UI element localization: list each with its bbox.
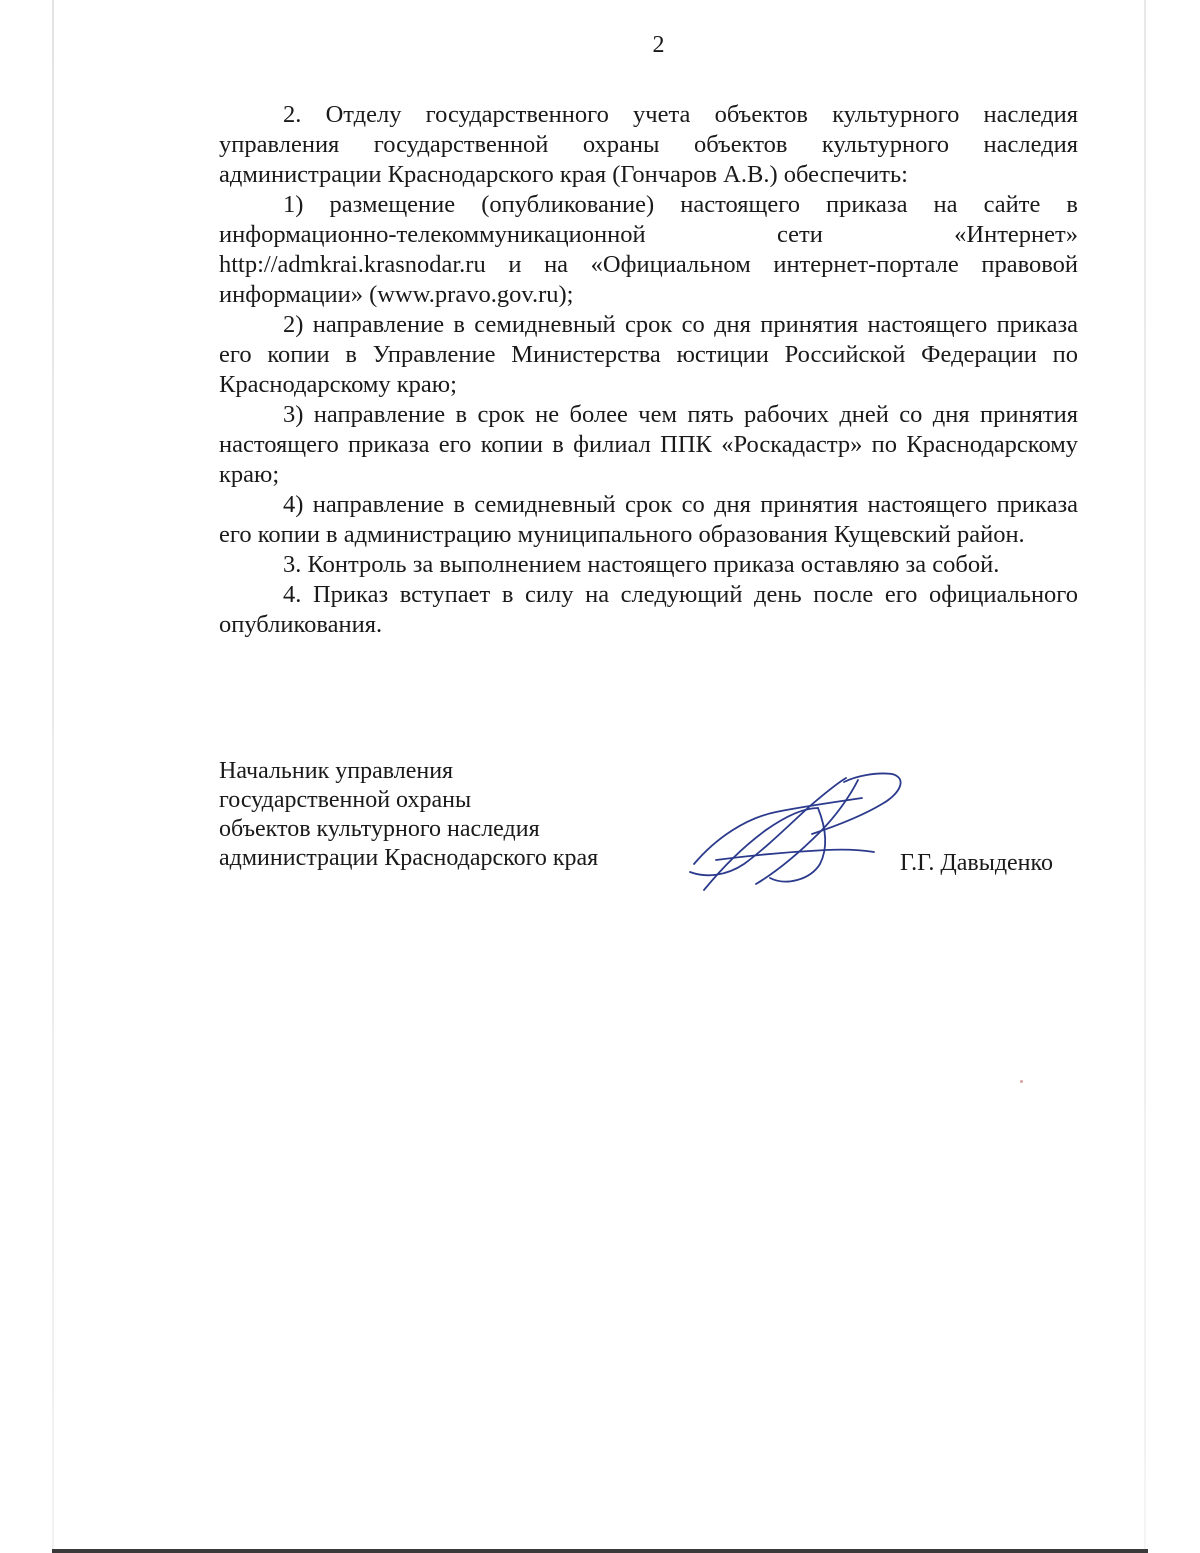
signatory-position (219, 757, 598, 873)
document-body (219, 100, 1078, 640)
paragraph-subitem-4: 4) направление в семидневный срок со дня принятия настоящего приказа его копии в администрацию муниципального образования Кущевский район. (219, 491, 1078, 548)
position-line: Начальник управления (219, 758, 454, 784)
handwritten-signature (686, 768, 912, 896)
paragraph-item-2: 2. Отделу государственного учета объектов культурного наследия управления государственной охраны объектов культурного наследия администрации Краснодарского края (Гончаров А.В.) обеспечить: (219, 101, 1078, 188)
scan-edge-bottom (52, 1549, 1148, 1553)
page-number: 2 (652, 32, 665, 58)
paragraph-item-3: 3. Контроль за выполнением настоящего приказа оставляю за собой. (283, 551, 1000, 578)
signer-name: Г.Г. Давыденко (900, 850, 1053, 876)
paragraph-item-4: 4. Приказ вступает в силу на следующий день после его официального опубликования. (219, 581, 1078, 638)
position-line: администрации Краснодарского края (219, 845, 599, 871)
paragraph-subitem-2: 2) направление в семидневный срок со дня принятия настоящего приказа его копии в Управление Министерства юстиции Российской Федерации по Краснодарскому краю; (219, 311, 1078, 398)
paragraph-subitem-3: 3) направление в срок не более чем пять рабочих дней со дня принятия настоящего приказа его копии в филиал ППК «Роскадастр» по Краснодарскому краю; (219, 401, 1078, 488)
scan-edge-left (52, 0, 54, 1553)
scan-speck (1020, 1080, 1023, 1083)
position-line: государственной охраны (219, 787, 472, 813)
paragraph-subitem-1: 1) размещение (опубликование) настоящего приказа на сайте в информационно-телекоммуникационной сети «Интернет» http://admkrai.krasnodar.ru и на «Официальном интернет-портале правовой информации» (www.pravo.gov.ru); (219, 191, 1078, 308)
position-line: объектов культурного наследия (219, 816, 540, 842)
scan-edge-right (1144, 0, 1146, 1553)
